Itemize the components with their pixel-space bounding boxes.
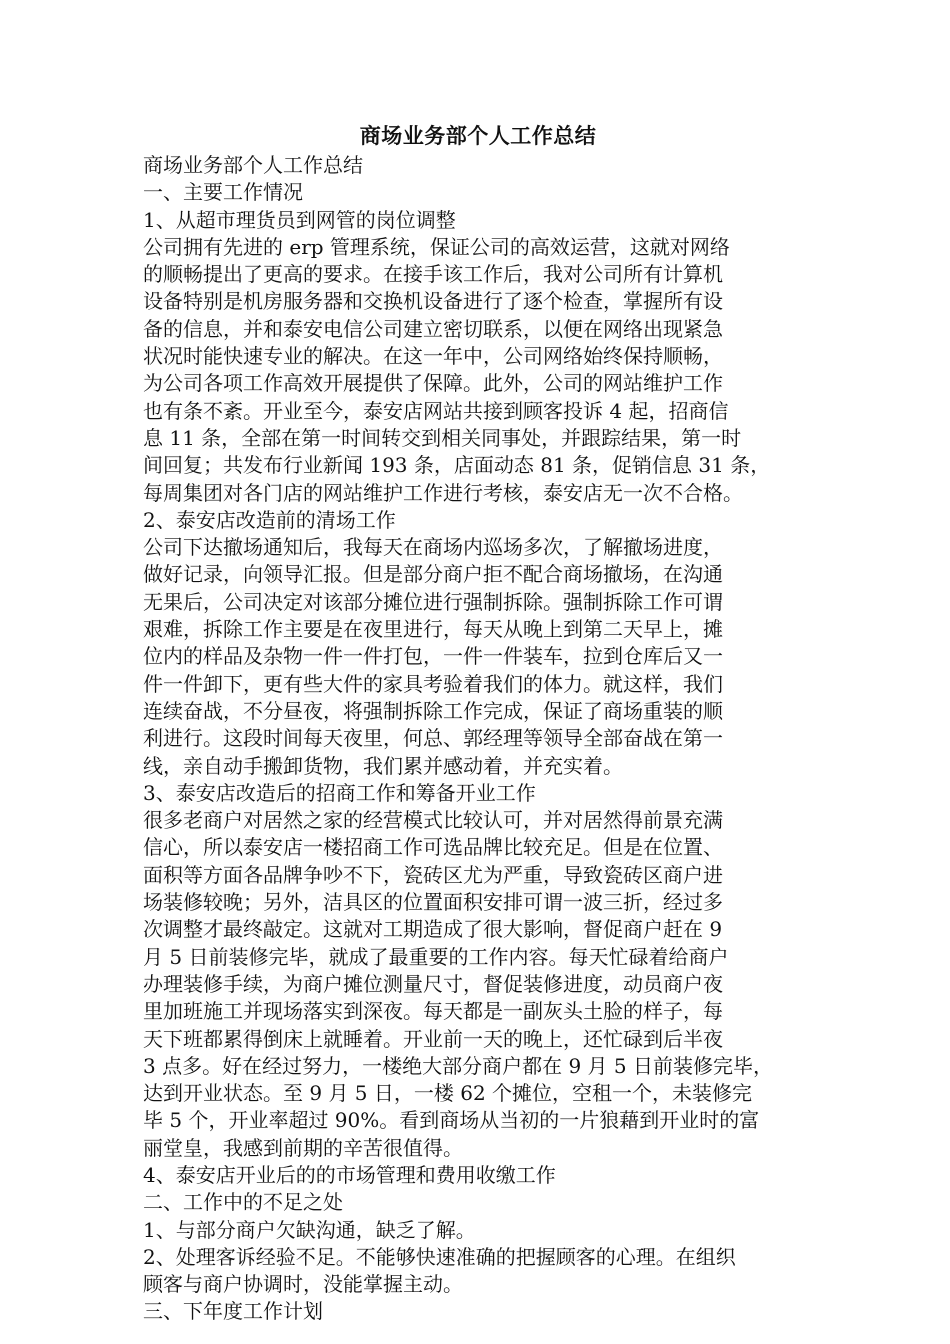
text-line: 也有条不紊。开业至今，泰安店网站共接到顾客投诉 4 起，招商信 — [143, 398, 729, 423]
text-line: 里加班施工并现场落实到深夜。每天都是一副灰头土脸的样子，每 — [143, 999, 723, 1024]
text-line: 利进行。这段时间每天夜里，何总、郭经理等领导全部奋战在第一 — [143, 726, 723, 751]
text-line: 件一件卸下，更有些大件的家具考验着我们的体力。就这样，我们 — [143, 671, 723, 696]
text-line: 丽堂皇，我感到前期的辛苦很值得。 — [143, 1135, 463, 1160]
item-heading-merchant-recruitment: 3、泰安店改造后的招商工作和筹备开业工作 — [143, 780, 536, 805]
text-line: 3 点多。好在经过努力，一楼绝大部分商户都在 9 月 5 日前装修完毕， — [143, 1053, 773, 1078]
text-line: 连续奋战，不分昼夜，将强制拆除工作完成，保证了商场重装的顺 — [143, 698, 723, 723]
text-line: 场装修较晚；另外，洁具区的位置面积安排可谓一波三折，经过多 — [143, 890, 723, 915]
text-line: 做好记录，向领导汇报。但是部分商户拒不配合商场撤场，在沟通 — [143, 562, 723, 587]
text-line: 顾客与商户协调时，没能掌握主动。 — [143, 1272, 463, 1297]
text-line: 无果后，公司决定对该部分摊位进行强制拆除。强制拆除工作可谓 — [143, 589, 723, 614]
text-line: 2、处理客诉经验不足。不能够快速准确的把握顾客的心理。在组织 — [143, 1244, 736, 1269]
shortcoming-item-2 — [143, 1244, 813, 1299]
text-line: 息 11 条，全部在第一时间转交到相关同事处，并跟踪结果，第一时 — [143, 425, 742, 450]
document-subtitle: 商场业务部个人工作总结 — [143, 153, 363, 177]
text-line: 天下班都累得倒床上就睡着。开业前一天的晚上，还忙碌到后半夜 — [143, 1026, 723, 1051]
text-line: 为公司各项工作高效开展提供了保障。此外，公司的网站维护工作 — [143, 371, 723, 396]
paragraph-clearance-work — [143, 534, 813, 780]
text-line: 次调整才最终敲定。这就对工期造成了很大影响，督促商户赶在 9 — [143, 917, 723, 942]
text-line: 艰难，拆除工作主要是在夜里进行，每天从晚上到第二天早上，摊 — [143, 617, 723, 642]
text-line: 的顺畅提出了更高的要求。在接手该工作后，我对公司所有计算机 — [143, 262, 723, 287]
section-heading-next-year-plan: 三、下年度工作计划 — [143, 1299, 323, 1324]
document-title: 商场业务部个人工作总结 — [359, 123, 597, 148]
section-heading-shortcomings: 二、工作中的不足之处 — [143, 1190, 343, 1215]
text-line: 线，亲自动手搬卸货物，我们累并感动着，并充实着。 — [143, 753, 623, 778]
section-heading-main-work: 一、主要工作情况 — [143, 180, 303, 205]
text-line: 状况时能快速专业的解决。在这一年中，公司网络始终保持顺畅， — [143, 344, 723, 369]
text-line: 位内的样品及杂物一件一件打包，一件一件装车，拉到仓库后又一 — [143, 644, 723, 669]
text-line: 信心，所以泰安店一楼招商工作可选品牌比较充足。但是在位置、 — [143, 835, 723, 860]
shortcoming-item-1: 1、与部分商户欠缺沟通，缺乏了解。 — [143, 1217, 476, 1242]
text-line: 月 5 日前装修完毕，就成了最重要的工作内容。每天忙碌着给商户 — [143, 944, 729, 969]
item-heading-clearance: 2、泰安店改造前的清场工作 — [143, 507, 396, 532]
text-line: 公司拥有先进的 erp 管理系统，保证公司的高效运营，这就对网络 — [143, 234, 730, 259]
text-line: 面积等方面各品牌争吵不下，瓷砖区尤为严重，导致瓷砖区商户进 — [143, 862, 723, 887]
paragraph-network-maintenance — [143, 234, 813, 507]
paragraph-recruitment-opening — [143, 807, 813, 1162]
text-line: 毕 5 个，开业率超过 90%。看到商场从当初的一片狼藉到开业时的富 — [143, 1108, 760, 1133]
text-line: 备的信息，并和泰安电信公司建立密切联系，以便在网络出现紧急 — [143, 316, 723, 341]
text-line: 每周集团对各门店的网站维护工作进行考核，泰安店无一次不合格。 — [143, 480, 743, 505]
item-heading-market-management: 4、泰安店开业后的的市场管理和费用收缴工作 — [143, 1162, 556, 1187]
text-line: 间回复；共发布行业新闻 193 条，店面动态 81 条，促销信息 31 条， — [143, 453, 771, 478]
text-line: 设备特别是机房服务器和交换机设备进行了逐个检查，掌握所有设 — [143, 289, 723, 314]
item-heading-position-adjustment: 1、从超市理货员到网管的岗位调整 — [143, 207, 456, 232]
text-line: 办理装修手续，为商户摊位测量尺寸，督促装修进度，动员商户夜 — [143, 971, 723, 996]
text-line: 很多老商户对居然之家的经营模式比较认可，并对居然得前景充满 — [143, 808, 723, 833]
text-line: 公司下达撤场通知后，我每天在商场内巡场多次，了解撤场进度， — [143, 535, 723, 560]
document-page — [143, 120, 813, 1326]
text-line: 达到开业状态。至 9 月 5 日，一楼 62 个摊位，空租一个，未装修完 — [143, 1081, 753, 1106]
